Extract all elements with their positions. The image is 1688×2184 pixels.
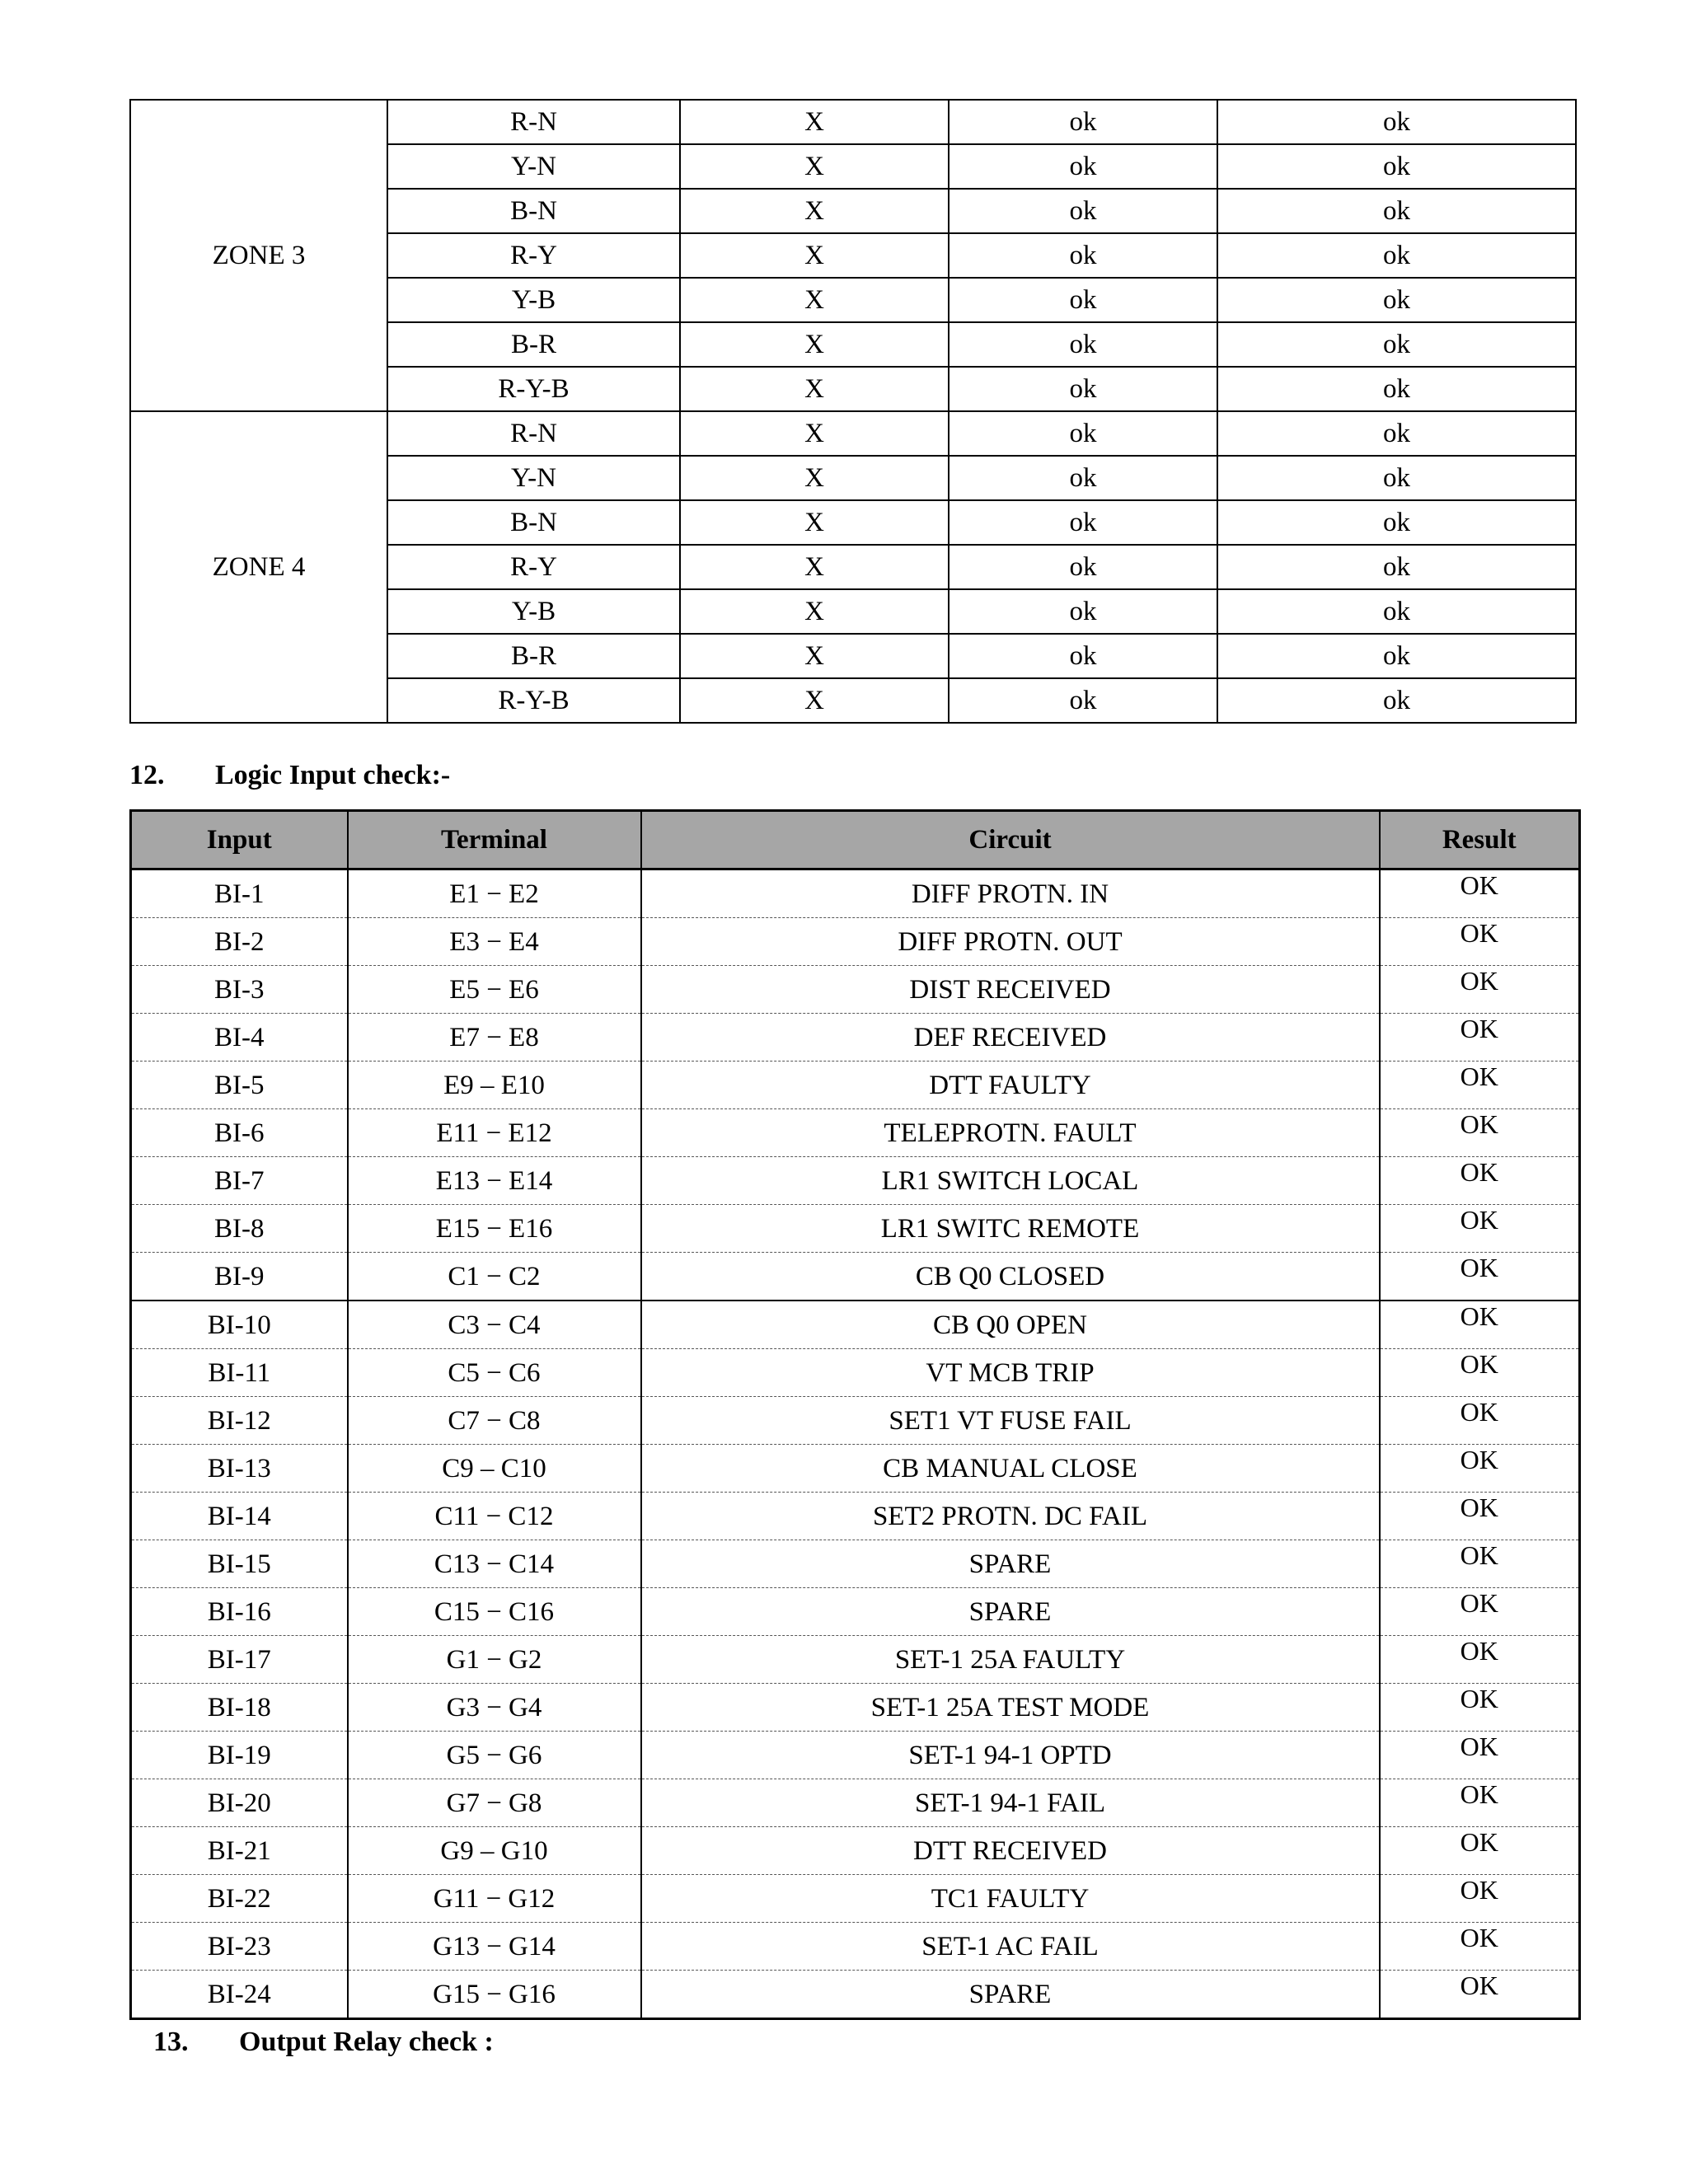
circuit-cell: CB Q0 OPEN (641, 1301, 1380, 1349)
table-row (131, 1732, 1580, 1779)
circuit-cell: SET-1 94-1 OPTD (641, 1732, 1380, 1779)
result-cell: ok (949, 100, 1217, 144)
result-cell: OK (1380, 1732, 1580, 1779)
section-title: Output Relay check : (239, 2027, 494, 2057)
table-row (131, 1636, 1580, 1684)
result-cell: OK (1380, 966, 1580, 1014)
result-cell: OK (1380, 1779, 1580, 1827)
phase-cell: Y-B (387, 278, 680, 322)
phase-cell: B-R (387, 322, 680, 367)
result-cell: OK (1380, 1636, 1580, 1684)
table-row (131, 1157, 1580, 1205)
phase-cell: R-Y (387, 233, 680, 278)
table-row (131, 1875, 1580, 1923)
terminal-cell: E5 − E6 (348, 966, 641, 1014)
header-result: Result (1380, 811, 1580, 869)
result-cell: ok (949, 589, 1217, 634)
input-cell: BI-20 (131, 1779, 348, 1827)
table-row (131, 918, 1580, 966)
result-cell: ok (949, 322, 1217, 367)
result-cell: ok (1217, 322, 1576, 367)
terminal-cell: E3 − E4 (348, 918, 641, 966)
zone-label: ZONE 3 (130, 100, 387, 411)
table-row (131, 1493, 1580, 1540)
input-cell: BI-18 (131, 1684, 348, 1732)
result-cell: OK (1380, 1971, 1580, 2019)
phase-cell: Y-B (387, 589, 680, 634)
input-cell: BI-9 (131, 1253, 348, 1301)
result-cell: OK (1380, 1014, 1580, 1062)
result-cell: X (680, 589, 949, 634)
terminal-cell: E15 − E16 (348, 1205, 641, 1253)
table-row (131, 869, 1580, 918)
result-cell: X (680, 100, 949, 144)
logic-input-heading (129, 760, 450, 791)
table-row (131, 1827, 1580, 1875)
result-cell: X (680, 278, 949, 322)
terminal-cell: G11 − G12 (348, 1875, 641, 1923)
table-row (131, 1062, 1580, 1109)
circuit-cell: SPARE (641, 1540, 1380, 1588)
result-cell: ok (1217, 367, 1576, 411)
phase-cell: B-R (387, 634, 680, 678)
input-cell: BI-22 (131, 1875, 348, 1923)
terminal-cell: C3 − C4 (348, 1301, 641, 1349)
result-cell: OK (1380, 1540, 1580, 1588)
result-cell: OK (1380, 1684, 1580, 1732)
logic-input-table (129, 809, 1581, 2020)
circuit-cell: DEF RECEIVED (641, 1014, 1380, 1062)
terminal-cell: E13 − E14 (348, 1157, 641, 1205)
terminal-cell: G9 – G10 (348, 1827, 641, 1875)
table-row (131, 1301, 1580, 1349)
phase-cell: B-N (387, 189, 680, 233)
logic-table-body (131, 869, 1580, 2019)
result-cell: OK (1380, 1301, 1580, 1349)
circuit-cell: DTT FAULTY (641, 1062, 1380, 1109)
terminal-cell: G5 − G6 (348, 1732, 641, 1779)
terminal-cell: C5 − C6 (348, 1349, 641, 1397)
terminal-cell: C13 − C14 (348, 1540, 641, 1588)
result-cell: OK (1380, 1827, 1580, 1875)
input-cell: BI-16 (131, 1588, 348, 1636)
result-cell: OK (1380, 1397, 1580, 1445)
result-cell: OK (1380, 1493, 1580, 1540)
phase-cell: B-N (387, 500, 680, 545)
input-cell: BI-14 (131, 1493, 348, 1540)
table-row (131, 1588, 1580, 1636)
table-header-row (131, 811, 1580, 869)
result-cell: ok (949, 456, 1217, 500)
phase-cell: R-Y (387, 545, 680, 589)
result-cell: ok (1217, 189, 1576, 233)
input-cell: BI-19 (131, 1732, 348, 1779)
result-cell: X (680, 678, 949, 723)
section-title: Logic Input check:- (215, 760, 451, 790)
result-cell: OK (1380, 1253, 1580, 1301)
table-row (131, 1971, 1580, 2019)
result-cell: ok (1217, 144, 1576, 189)
circuit-cell: SPARE (641, 1971, 1380, 2019)
table-row (131, 1397, 1580, 1445)
result-cell: OK (1380, 1349, 1580, 1397)
table-row (131, 1445, 1580, 1493)
result-cell: ok (1217, 456, 1576, 500)
input-cell: BI-17 (131, 1636, 348, 1684)
table-row (131, 1684, 1580, 1732)
input-cell: BI-23 (131, 1923, 348, 1971)
circuit-cell: SPARE (641, 1588, 1380, 1636)
header-terminal: Terminal (348, 811, 641, 869)
terminal-cell: C15 − C16 (348, 1588, 641, 1636)
circuit-cell: SET1 VT FUSE FAIL (641, 1397, 1380, 1445)
table-row (131, 1253, 1580, 1301)
input-cell: BI-3 (131, 966, 348, 1014)
input-cell: BI-2 (131, 918, 348, 966)
section-number: 12. (129, 760, 165, 790)
header-input: Input (131, 811, 348, 869)
result-cell: ok (949, 189, 1217, 233)
result-cell: OK (1380, 1875, 1580, 1923)
table-row (131, 1923, 1580, 1971)
circuit-cell: DIST RECEIVED (641, 966, 1380, 1014)
result-cell: OK (1380, 1157, 1580, 1205)
circuit-cell: CB MANUAL CLOSE (641, 1445, 1380, 1493)
input-cell: BI-6 (131, 1109, 348, 1157)
result-cell: X (680, 634, 949, 678)
result-cell: OK (1380, 918, 1580, 966)
phase-cell: Y-N (387, 456, 680, 500)
result-cell: OK (1380, 1588, 1580, 1636)
result-cell: OK (1380, 1923, 1580, 1971)
input-cell: BI-10 (131, 1301, 348, 1349)
input-cell: BI-21 (131, 1827, 348, 1875)
circuit-cell: LR1 SWITC REMOTE (641, 1205, 1380, 1253)
result-cell: X (680, 322, 949, 367)
circuit-cell: CB Q0 CLOSED (641, 1253, 1380, 1301)
circuit-cell: DIFF PROTN. IN (641, 869, 1380, 918)
result-cell: ok (1217, 545, 1576, 589)
table-row (131, 1540, 1580, 1588)
circuit-cell: VT MCB TRIP (641, 1349, 1380, 1397)
result-cell: ok (949, 367, 1217, 411)
result-cell: OK (1380, 1109, 1580, 1157)
table-row (131, 1349, 1580, 1397)
input-cell: BI-1 (131, 869, 348, 918)
table-row (130, 100, 1576, 144)
result-cell: ok (949, 634, 1217, 678)
input-cell: BI-8 (131, 1205, 348, 1253)
result-cell: ok (1217, 589, 1576, 634)
circuit-cell: TELEPROTN. FAULT (641, 1109, 1380, 1157)
phase-cell: R-Y-B (387, 367, 680, 411)
zone-test-table (129, 99, 1577, 724)
circuit-cell: SET-1 25A TEST MODE (641, 1684, 1380, 1732)
result-cell: OK (1380, 869, 1580, 918)
result-cell: ok (1217, 678, 1576, 723)
result-cell: OK (1380, 1062, 1580, 1109)
result-cell: X (680, 233, 949, 278)
result-cell: ok (949, 278, 1217, 322)
result-cell: ok (949, 233, 1217, 278)
result-cell: OK (1380, 1205, 1580, 1253)
phase-cell: R-N (387, 100, 680, 144)
result-cell: X (680, 545, 949, 589)
phase-cell: Y-N (387, 144, 680, 189)
result-cell: ok (1217, 411, 1576, 456)
terminal-cell: G15 − G16 (348, 1971, 641, 2019)
output-relay-heading (153, 2027, 494, 2058)
circuit-cell: DTT RECEIVED (641, 1827, 1380, 1875)
result-cell: ok (949, 500, 1217, 545)
zone-label: ZONE 4 (130, 411, 387, 723)
phase-cell: R-N (387, 411, 680, 456)
result-cell: OK (1380, 1445, 1580, 1493)
terminal-cell: G7 − G8 (348, 1779, 641, 1827)
terminal-cell: E9 – E10 (348, 1062, 641, 1109)
input-cell: BI-5 (131, 1062, 348, 1109)
circuit-cell: TC1 FAULTY (641, 1875, 1380, 1923)
table-row (131, 1205, 1580, 1253)
result-cell: X (680, 500, 949, 545)
section-number: 13. (153, 2027, 189, 2057)
result-cell: X (680, 189, 949, 233)
table-row (131, 1779, 1580, 1827)
terminal-cell: C1 − C2 (348, 1253, 641, 1301)
zone-table-body (130, 100, 1576, 723)
table-row (130, 411, 1576, 456)
result-cell: ok (1217, 634, 1576, 678)
input-cell: BI-7 (131, 1157, 348, 1205)
input-cell: BI-4 (131, 1014, 348, 1062)
circuit-cell: SET2 PROTN. DC FAIL (641, 1493, 1380, 1540)
table-row (131, 1014, 1580, 1062)
input-cell: BI-15 (131, 1540, 348, 1588)
terminal-cell: E7 − E8 (348, 1014, 641, 1062)
terminal-cell: E11 − E12 (348, 1109, 641, 1157)
input-cell: BI-13 (131, 1445, 348, 1493)
result-cell: ok (949, 411, 1217, 456)
input-cell: BI-12 (131, 1397, 348, 1445)
terminal-cell: C11 − C12 (348, 1493, 641, 1540)
result-cell: ok (1217, 278, 1576, 322)
result-cell: X (680, 367, 949, 411)
result-cell: ok (1217, 233, 1576, 278)
circuit-cell: SET-1 AC FAIL (641, 1923, 1380, 1971)
terminal-cell: G3 − G4 (348, 1684, 641, 1732)
result-cell: ok (949, 545, 1217, 589)
table-row (131, 1109, 1580, 1157)
table-row (131, 966, 1580, 1014)
input-cell: BI-24 (131, 1971, 348, 2019)
terminal-cell: C9 – C10 (348, 1445, 641, 1493)
terminal-cell: G13 − G14 (348, 1923, 641, 1971)
result-cell: ok (1217, 500, 1576, 545)
input-cell: BI-11 (131, 1349, 348, 1397)
phase-cell: R-Y-B (387, 678, 680, 723)
header-circuit: Circuit (641, 811, 1380, 869)
result-cell: ok (949, 678, 1217, 723)
result-cell: ok (949, 144, 1217, 189)
terminal-cell: E1 − E2 (348, 869, 641, 918)
result-cell: X (680, 144, 949, 189)
circuit-cell: SET-1 25A FAULTY (641, 1636, 1380, 1684)
terminal-cell: C7 − C8 (348, 1397, 641, 1445)
circuit-cell: SET-1 94-1 FAIL (641, 1779, 1380, 1827)
result-cell: X (680, 411, 949, 456)
result-cell: X (680, 456, 949, 500)
result-cell: ok (1217, 100, 1576, 144)
circuit-cell: LR1 SWITCH LOCAL (641, 1157, 1380, 1205)
circuit-cell: DIFF PROTN. OUT (641, 918, 1380, 966)
terminal-cell: G1 − G2 (348, 1636, 641, 1684)
